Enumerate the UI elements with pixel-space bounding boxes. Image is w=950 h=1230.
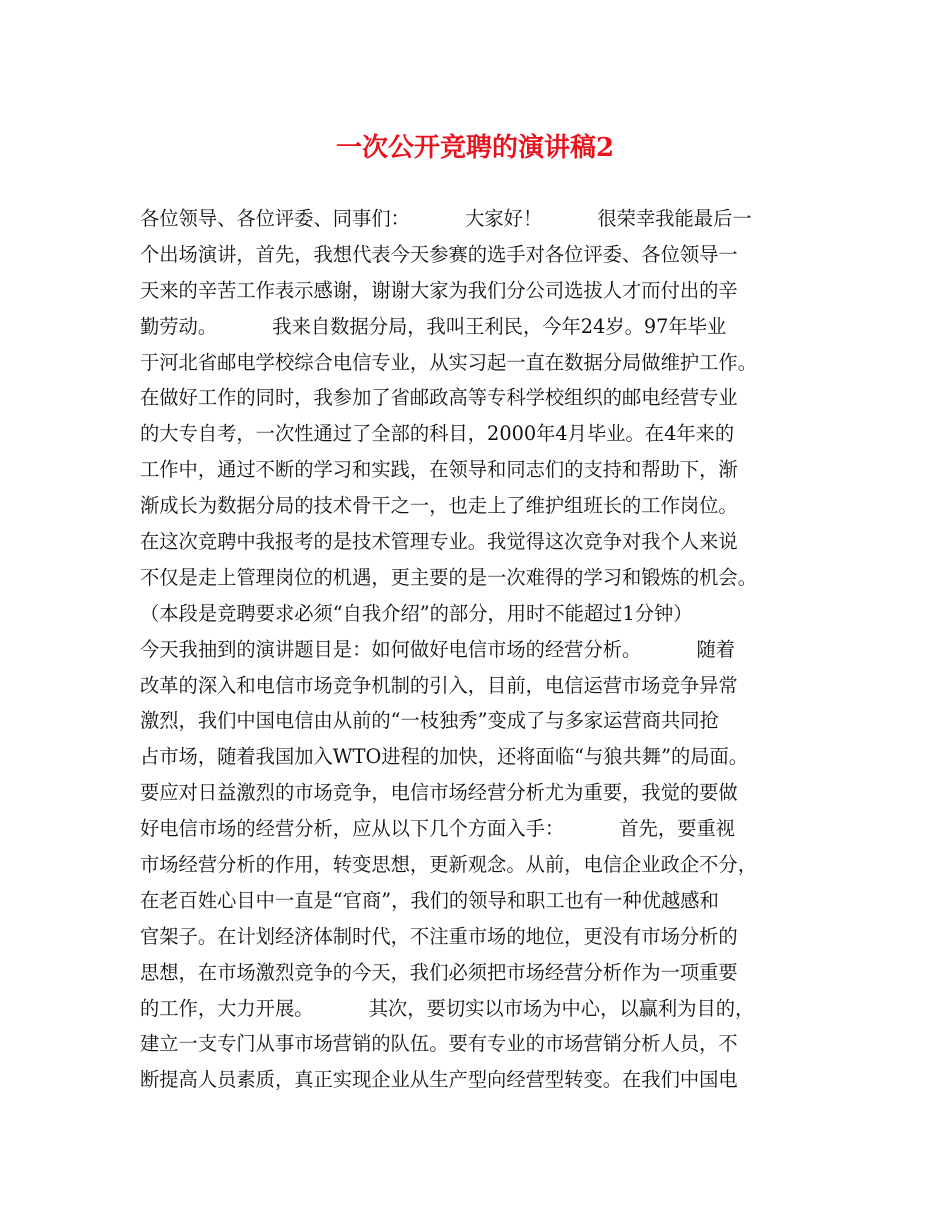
body-line: 思想，在市场激烈竞争的今天，我们必须把市场经营分析作为一项重要 — [140, 960, 738, 984]
body-line: 改革的深入和电信市场竞争机制的引入，目前，电信运营市场竞争异常 — [140, 673, 738, 697]
body-line: 占市场，随着我国加入WTO进程的加快，还将面临“与狼共舞”的局面。 — [140, 745, 749, 769]
body-line: 建立一支专门从事市场营销的队伍。要有专业的市场营销分析人员，不 — [140, 1032, 738, 1056]
body-line: 断提高人员素质，真正实现企业从生产型向经营型转变。在我们中国电 — [140, 1068, 738, 1092]
body-line: 激烈，我们中国电信由从前的“一枝独秀”变成了与多家运营商共同抢 — [140, 709, 719, 733]
body-line: 个出场演讲，首先，我想代表今天参赛的选手对各位评委、各位领导一 — [140, 242, 738, 266]
body-line: 今天我抽到的演讲题目是：如何做好电信市场的经营分析。 随着 — [140, 637, 736, 661]
body-line: 官架子。在计划经济体制时代，不注重市场的地位，更没有市场分析的 — [140, 924, 738, 948]
body-line: 要应对日益激烈的市场竞争，电信市场经营分析尤为重要，我觉的要做 — [140, 781, 738, 805]
body-line: 在做好工作的同时，我参加了省邮政高等专科学校组织的邮电经营专业 — [140, 386, 738, 410]
body-line: 各位领导、各位评委、同事们： 大家好！ 很荣幸我能最后一 — [140, 207, 752, 230]
body-line: 于河北省邮电学校综合电信专业，从实习起一直在数据分局做维护工作。 — [140, 350, 757, 374]
document-body — [140, 201, 820, 1098]
body-line: 好电信市场的经营分析，应从以下几个方面入手： 首先，要重视 — [140, 817, 736, 841]
body-line: 在老百姓心目中一直是“官商”，我们的领导和职工也有一种优越感和 — [140, 888, 719, 912]
body-line: 的工作，大力开展。 其次，要切实以市场为中心，以赢利为目的， — [140, 996, 755, 1020]
body-line: （本段是竞聘要求必须“自我介绍”的部分，用时不能超过1分钟） — [140, 601, 693, 625]
body-line: 渐成长为数据分局的技术骨干之一，也走上了维护组班长的工作岗位。 — [140, 494, 738, 518]
body-line: 在这次竞聘中我报考的是技术管理专业。我觉得这次竞争对我个人来说 — [140, 530, 738, 554]
document-title: 一次公开竞聘的演讲稿2 — [335, 133, 615, 163]
body-line: 不仅是走上管理岗位的机遇，更主要的是一次难得的学习和锻炼的机会。 — [140, 565, 757, 589]
body-line: 的大专自考，一次性通过了全部的科目，2000年4月毕业。在4年来的 — [140, 422, 735, 446]
body-line: 天来的辛苦工作表示感谢，谢谢大家为我们分公司选拔人才而付出的辛 — [140, 278, 738, 302]
body-line: 工作中，通过不断的学习和实践，在领导和同志们的支持和帮助下，渐 — [140, 458, 738, 482]
body-line: 市场经营分析的作用，转变思想，更新观念。从前，电信企业政企不分， — [140, 853, 757, 877]
body-line: 勤劳动。 我来自数据分局，我叫王利民，今年24岁。97年毕业 — [140, 314, 727, 338]
